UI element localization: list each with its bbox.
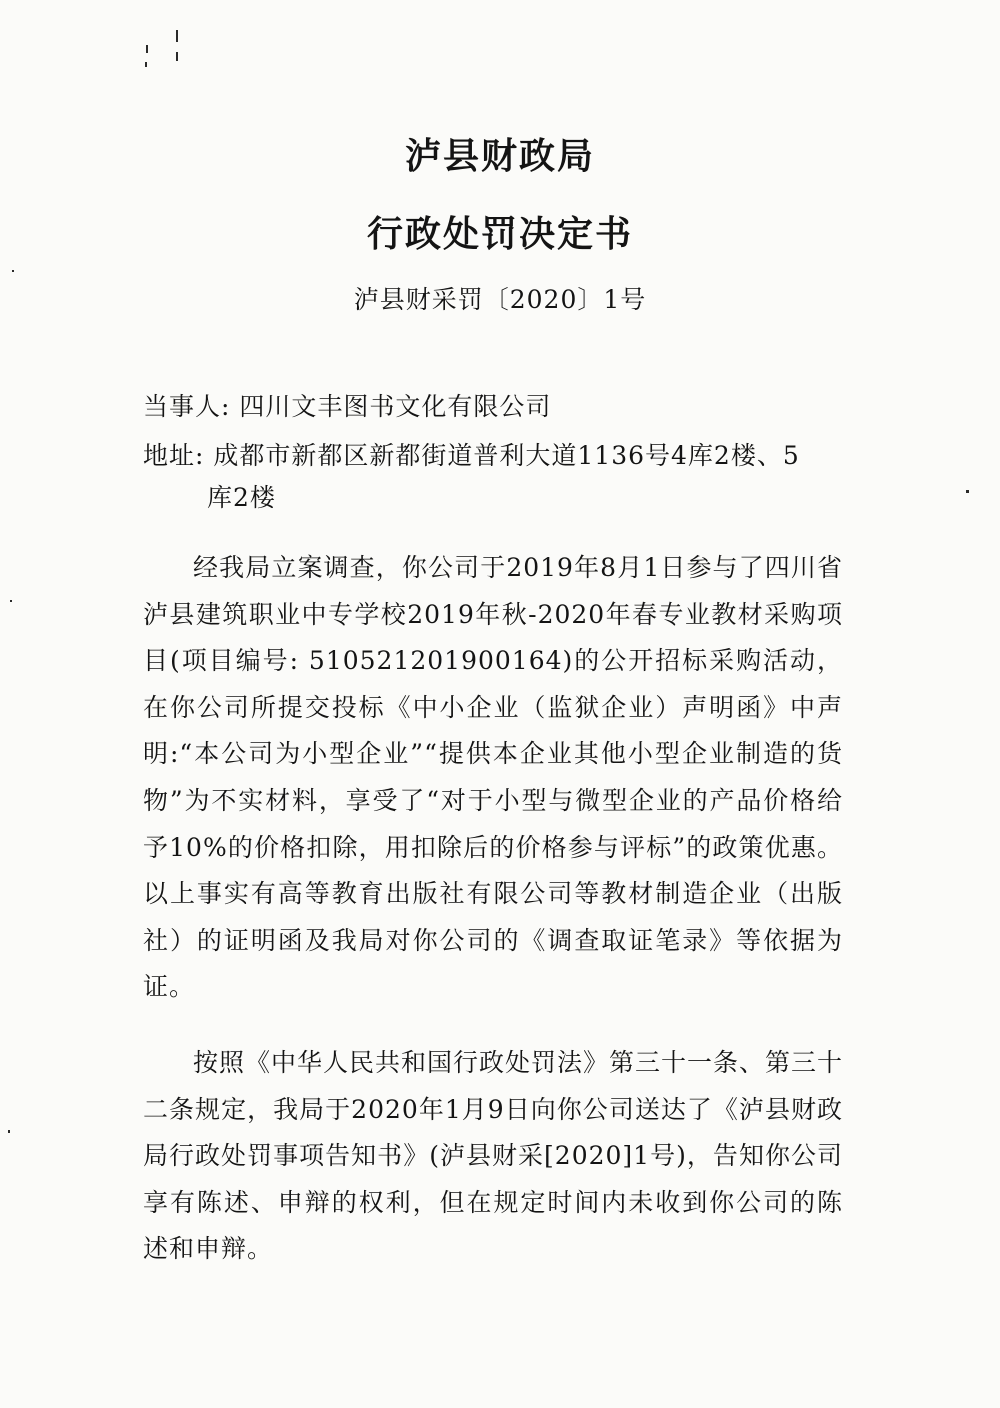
address-value-line2: 库2楼 (207, 483, 276, 512)
scan-speck (145, 62, 147, 67)
scan-speck (966, 490, 969, 493)
party-line (143, 386, 863, 428)
scan-speck (176, 30, 178, 42)
address-label: 地址: (143, 441, 205, 470)
document-title: 行政处罚决定书 (366, 213, 633, 255)
issuing-authority: 泸县财政局 (404, 135, 595, 177)
paragraph-investigation: 经我局立案调查，你公司于2019年8月1日参与了四川省泸县建筑职业中专学校2019年秋-2020年春专业教材采购项目(项目编号: 510521201900164)的公开招标采购活动，在你公司所提交投标《中小企业（监狱企业）声明函》中声明:“本公司为小型企业”“提供本企业其他小型企业制造的货物”为不实材料，享受了“对于小型与微型企业的产品价格给予10%的价格扣除，用扣除后的价格参与评标”的政策优惠。以上事实有高等教育出版社有限公司等教材制造企业（出版社）的证明函及我局对你公司的《调查取证笔录》等依据为证。 (143, 553, 843, 1002)
scan-speck (10, 600, 12, 602)
scan-speck (176, 52, 178, 61)
party-value: 四川文丰图书文化有限公司 (239, 392, 552, 421)
paragraph-notice: 按照《中华人民共和国行政处罚法》第三十一条、第三十二条规定，我局于2020年1月9日向你公司送达了《泸县财政局行政处罚事项告知书》(泸县财采[2020]1号)，告知你公司享有陈述、申辩的权利，但在规定时间内未收到你公司的陈述和申辩。 (143, 1048, 844, 1264)
address-value-line1: 成都市新都区新都街道普利大道1136号4库2楼、5 (213, 441, 800, 470)
scan-speck (146, 45, 148, 53)
scan-speck (8, 1130, 10, 1133)
party-label: 当事人: (143, 392, 231, 421)
scan-speck (12, 270, 14, 272)
document-number: 泸县财采罚〔2020〕1号 (353, 285, 647, 314)
address-line (143, 435, 863, 519)
